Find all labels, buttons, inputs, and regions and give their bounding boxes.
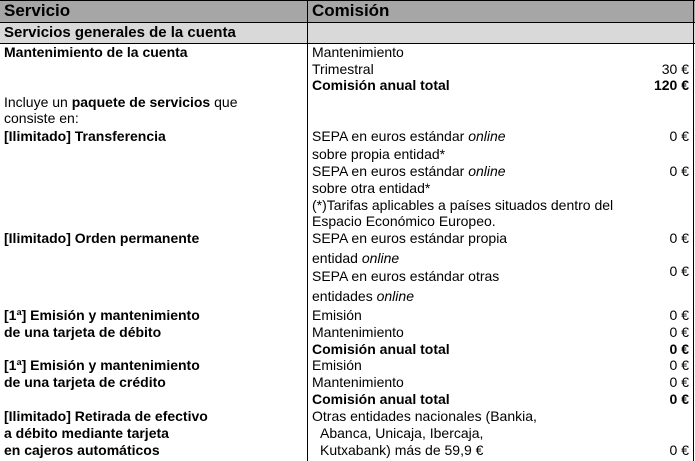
service-retirada-line1: [Ilimitado] Retirada de efectivo	[4, 408, 208, 424]
fee-mantenimiento-label: Mantenimiento	[312, 44, 404, 60]
debito-emision-amount: 0 €	[669, 307, 689, 323]
debito-emision-label: Emisión	[312, 307, 362, 323]
transferencia-line1: SEPA en euros estándar online	[312, 128, 506, 144]
fee-trimestral-label: Trimestral	[312, 61, 374, 77]
debito-mantenimiento-amount: 0 €	[669, 324, 689, 340]
orden-line2: entidad online	[312, 250, 400, 266]
debito-total-label: Comisión anual total	[312, 341, 450, 357]
transferencia-line2: sobre propia entidad*	[312, 146, 446, 162]
service-credito-line1: [1ª] Emisión y mantenimiento	[4, 357, 200, 373]
right-border	[693, 0, 694, 461]
service-credito-line2: de una tarjeta de crédito	[4, 374, 166, 390]
orden-line3: SEPA en euros estándar otras	[312, 268, 500, 284]
fee-trimestral-amount: 30 €	[661, 61, 689, 77]
transferencia-note2: Espacio Económico Europeo.	[312, 213, 496, 229]
transferencia-note1: (*)Tarifas aplicables a países situados dentro del	[312, 197, 614, 213]
orden-line1: SEPA en euros estándar propia	[312, 230, 508, 246]
transferencia-amount2: 0 €	[669, 163, 689, 179]
service-debito-line1: [1ª] Emisión y mantenimiento	[4, 307, 200, 323]
column-divider	[307, 0, 308, 461]
service-retirada-line2: a débito mediante tarjeta	[4, 425, 169, 441]
header-servicio: Servicio	[0, 0, 307, 22]
service-mantenimiento: Mantenimiento de la cuenta	[4, 44, 188, 60]
header-border	[0, 22, 695, 23]
paquete-intro-line2: consiste en:	[4, 110, 79, 126]
debito-mantenimiento-label: Mantenimiento	[312, 324, 404, 340]
orden-amount1: 0 €	[669, 230, 689, 246]
credito-emision-label: Emisión	[312, 357, 362, 373]
retirada-line2: Abanca, Unicaja, Ibercaja,	[320, 425, 484, 441]
header-comision: Comisión	[308, 0, 695, 22]
top-border	[0, 0, 695, 1]
service-transferencia: [Ilimitado] Transferencia	[4, 128, 166, 144]
transferencia-line3: SEPA en euros estándar online	[312, 163, 506, 179]
retirada-line3: Kutxabank) más de 59,9 €	[320, 442, 484, 458]
orden-amount2: 0 €	[669, 263, 689, 279]
transferencia-amount1: 0 €	[669, 128, 689, 144]
retirada-line1: Otras entidades nacionales (Bankia,	[312, 408, 537, 424]
service-orden-permanente: [Ilimitado] Orden permanente	[4, 230, 200, 246]
section-title: Servicios generales de la cuenta	[0, 22, 695, 43]
credito-mantenimiento-label: Mantenimiento	[312, 374, 404, 390]
credito-total-label: Comisión anual total	[312, 391, 450, 407]
credito-total-amount: 0 €	[669, 391, 689, 407]
credito-emision-amount: 0 €	[669, 357, 689, 373]
service-debito-line2: de una tarjeta de débito	[4, 324, 162, 340]
service-retirada-line3: en cajeros automáticos	[4, 442, 160, 458]
retirada-amount: 0 €	[669, 442, 689, 458]
paquete-intro: Incluye un paquete de servicios que	[4, 94, 238, 110]
fee-total-label: Comisión anual total	[312, 77, 450, 93]
orden-line4: entidades online	[312, 288, 414, 304]
transferencia-line4: sobre otra entidad*	[312, 180, 431, 196]
credito-mantenimiento-amount: 0 €	[669, 374, 689, 390]
fee-total-amount: 120 €	[653, 77, 689, 93]
debito-total-amount: 0 €	[669, 341, 689, 357]
